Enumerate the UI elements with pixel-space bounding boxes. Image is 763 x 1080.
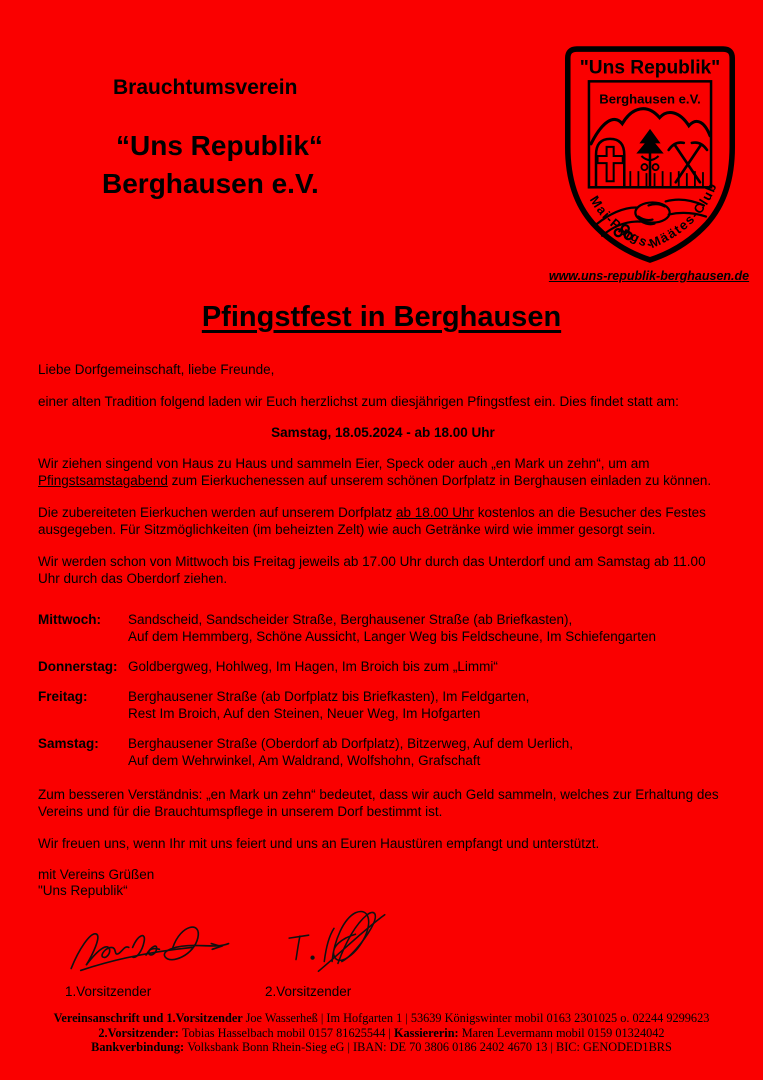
text-run: Pfingstsamstagabend [38,473,168,488]
org-name-brauchtumsverein: Brauchtumsverein [113,76,298,99]
fir-tree-icon [637,130,662,187]
text-run: kostenlos an die Besucher des Festes ausgegeben. Für Sitzmöglichkeiten (im beheizten Zelt) wie auch Getränke wird wie immer gesorgt sein. [38,505,706,537]
crossed-pickaxes-icon [669,143,707,183]
fence-lines [630,171,703,186]
paragraph-greeting [38,361,728,378]
paragraph-eierkuchen [38,504,728,538]
text-run: Maren Levermann mobil 0159 01324042 [461,1025,665,1040]
signature-label-1: 1.Vorsitzender [65,984,152,999]
signature-label-2: 2.Vorsitzender [265,984,352,999]
paragraph-invitation [38,393,728,410]
flyer-body [38,361,728,1007]
text-run: Kassiererin: [393,1025,462,1040]
signature-1-vorsitzender [54,909,239,981]
club-crest-logo [561,43,739,267]
route-line: Berghausener Straße (Oberdorf ab Dorfplatz), Bitzerweg, Auf dem Uerlich, [128,736,573,751]
route-line: Berghausener Straße (ab Dorfplatz bis Briefkasten), Im Feldgarten, [128,689,530,704]
text-run: 2.Vorsitzender: [98,1025,182,1040]
closing-block [38,867,728,899]
schedule-row-donnerstag [38,658,728,675]
schedule-row-samstag [38,735,728,769]
website-link[interactable]: www.uns-republik-berghausen.de [548,269,750,283]
route-schedule [38,611,728,769]
text-run: zum Eierkuchenessen auf unserem schönen Dorfplatz in Berghausen einladen zu können. [167,473,712,488]
paragraph-freuen [38,835,728,852]
schedule-routes [128,735,728,769]
text-run: Zum besseren Verständnis: „en Mark un zehn“ bedeutet, dass wir auch Geld sammeln, welches zur Erhaltung des Vereins und für die Brauchtumspflege in unserem Dorf bestimmt ist. [38,787,719,819]
text-run: Wir freuen uns, wenn Ihr mit uns feiert und uns an Euren Haustüren empfangt und unterstützt. [38,836,600,851]
text-run: Vereinsanschrift und 1.Vorsitzender [53,1011,246,1025]
signature-area [38,907,728,1007]
text-run: Bankverbindung: [91,1040,188,1054]
text-run: Samstag, 18.05.2024 - ab 18.00 Uhr [271,425,495,440]
text-run: einer alten Tradition folgend laden wir Euch herzlichst zum diesjährigen Pfingstfest ein. Dies findet statt am: [38,394,679,409]
paragraph-sammeln [38,455,728,489]
footer-line-bank [0,1040,763,1055]
paragraph-verstaendnis [38,786,728,820]
text-run: Tobias Hasselbach mobil 0157 81625544 | [181,1025,394,1040]
text-run: ab 18.00 Uhr [395,505,475,520]
route-line: Goldbergweg, Hohlweg, Im Hagen, Im Broich bis zum „Limmi“ [128,659,498,674]
route-line: Sandscheid, Sandscheider Straße, Berghausener Straße (ab Briefkasten), [128,612,573,627]
text-run: Joe Wasserheß | Im Hofgarten 1 | 53639 Königswinter mobil 0163 2301025 o. 02244 9299623 [245,1011,710,1025]
schedule-day-label: Freitag: [38,689,88,704]
schedule-day-label: Mittwoch: [38,612,101,627]
schedule-routes [128,688,728,722]
org-name-berghausen: Berghausen e.V. [102,168,319,199]
flyer-footer [0,1011,763,1055]
closing-greeting: mit Vereins Grüßen [38,867,155,882]
crest-arc-text: Mai-Pings-Määtes-Club [586,179,720,253]
crest-title-text: "Uns Republik" [579,57,721,79]
schedule-day-label: Donnerstag: [38,659,118,674]
signature-2-vorsitzender [281,903,389,981]
paragraph-rundgang [38,553,728,587]
text-run: Wir werden schon von Mittwoch bis Freitag jeweils ab 17.00 Uhr durch das Unterdorf und am Samstag ab 11.00 Uhr durch das Oberdorf ziehen. [38,554,706,586]
crest-subtitle-text: Berghausen e.V. [599,91,701,107]
route-line: Auf dem Wehrwinkel, Am Waldrand, Wolfshohn, Grafschaft [128,753,481,768]
route-line: Auf dem Hemmberg, Schöne Aussicht, Langer Weg bis Feldscheune, Im Schiefengarten [128,629,657,644]
event-date-line [38,424,728,441]
text-run: Die zubereiteten Eierkuchen werden auf unserem Dorfplatz [38,505,396,520]
schedule-row-freitag [38,688,728,722]
church-door-cross-icon [596,139,624,186]
schedule-day-label: Samstag: [38,736,99,751]
footer-line-officers [0,1026,763,1041]
schedule-routes [128,658,728,675]
org-name-uns-republik: “Uns Republik“ [116,130,323,161]
schedule-routes [128,611,728,645]
schedule-row-mittwoch [38,611,728,645]
text-run: Liebe Dorfgemeinschaft, liebe Freunde, [38,362,275,377]
closing-club-name: "Uns Republik“ [38,883,128,898]
route-line: Rest Im Broich, Auf den Steinen, Neuer Weg, Im Hofgarten [128,706,481,721]
text-run: Volksbank Bonn Rhein-Sieg eG | IBAN: DE 70 3806 0186 2402 4670 13 | BIC: GENODED1BRS [187,1040,672,1054]
footer-line-address [0,1011,763,1026]
page-title: Pfingstfest in Berghausen [201,301,562,333]
text-run: Wir ziehen singend von Haus zu Haus und sammeln Eier, Speck oder auch „en Mark un zehn“, um am [38,456,650,471]
